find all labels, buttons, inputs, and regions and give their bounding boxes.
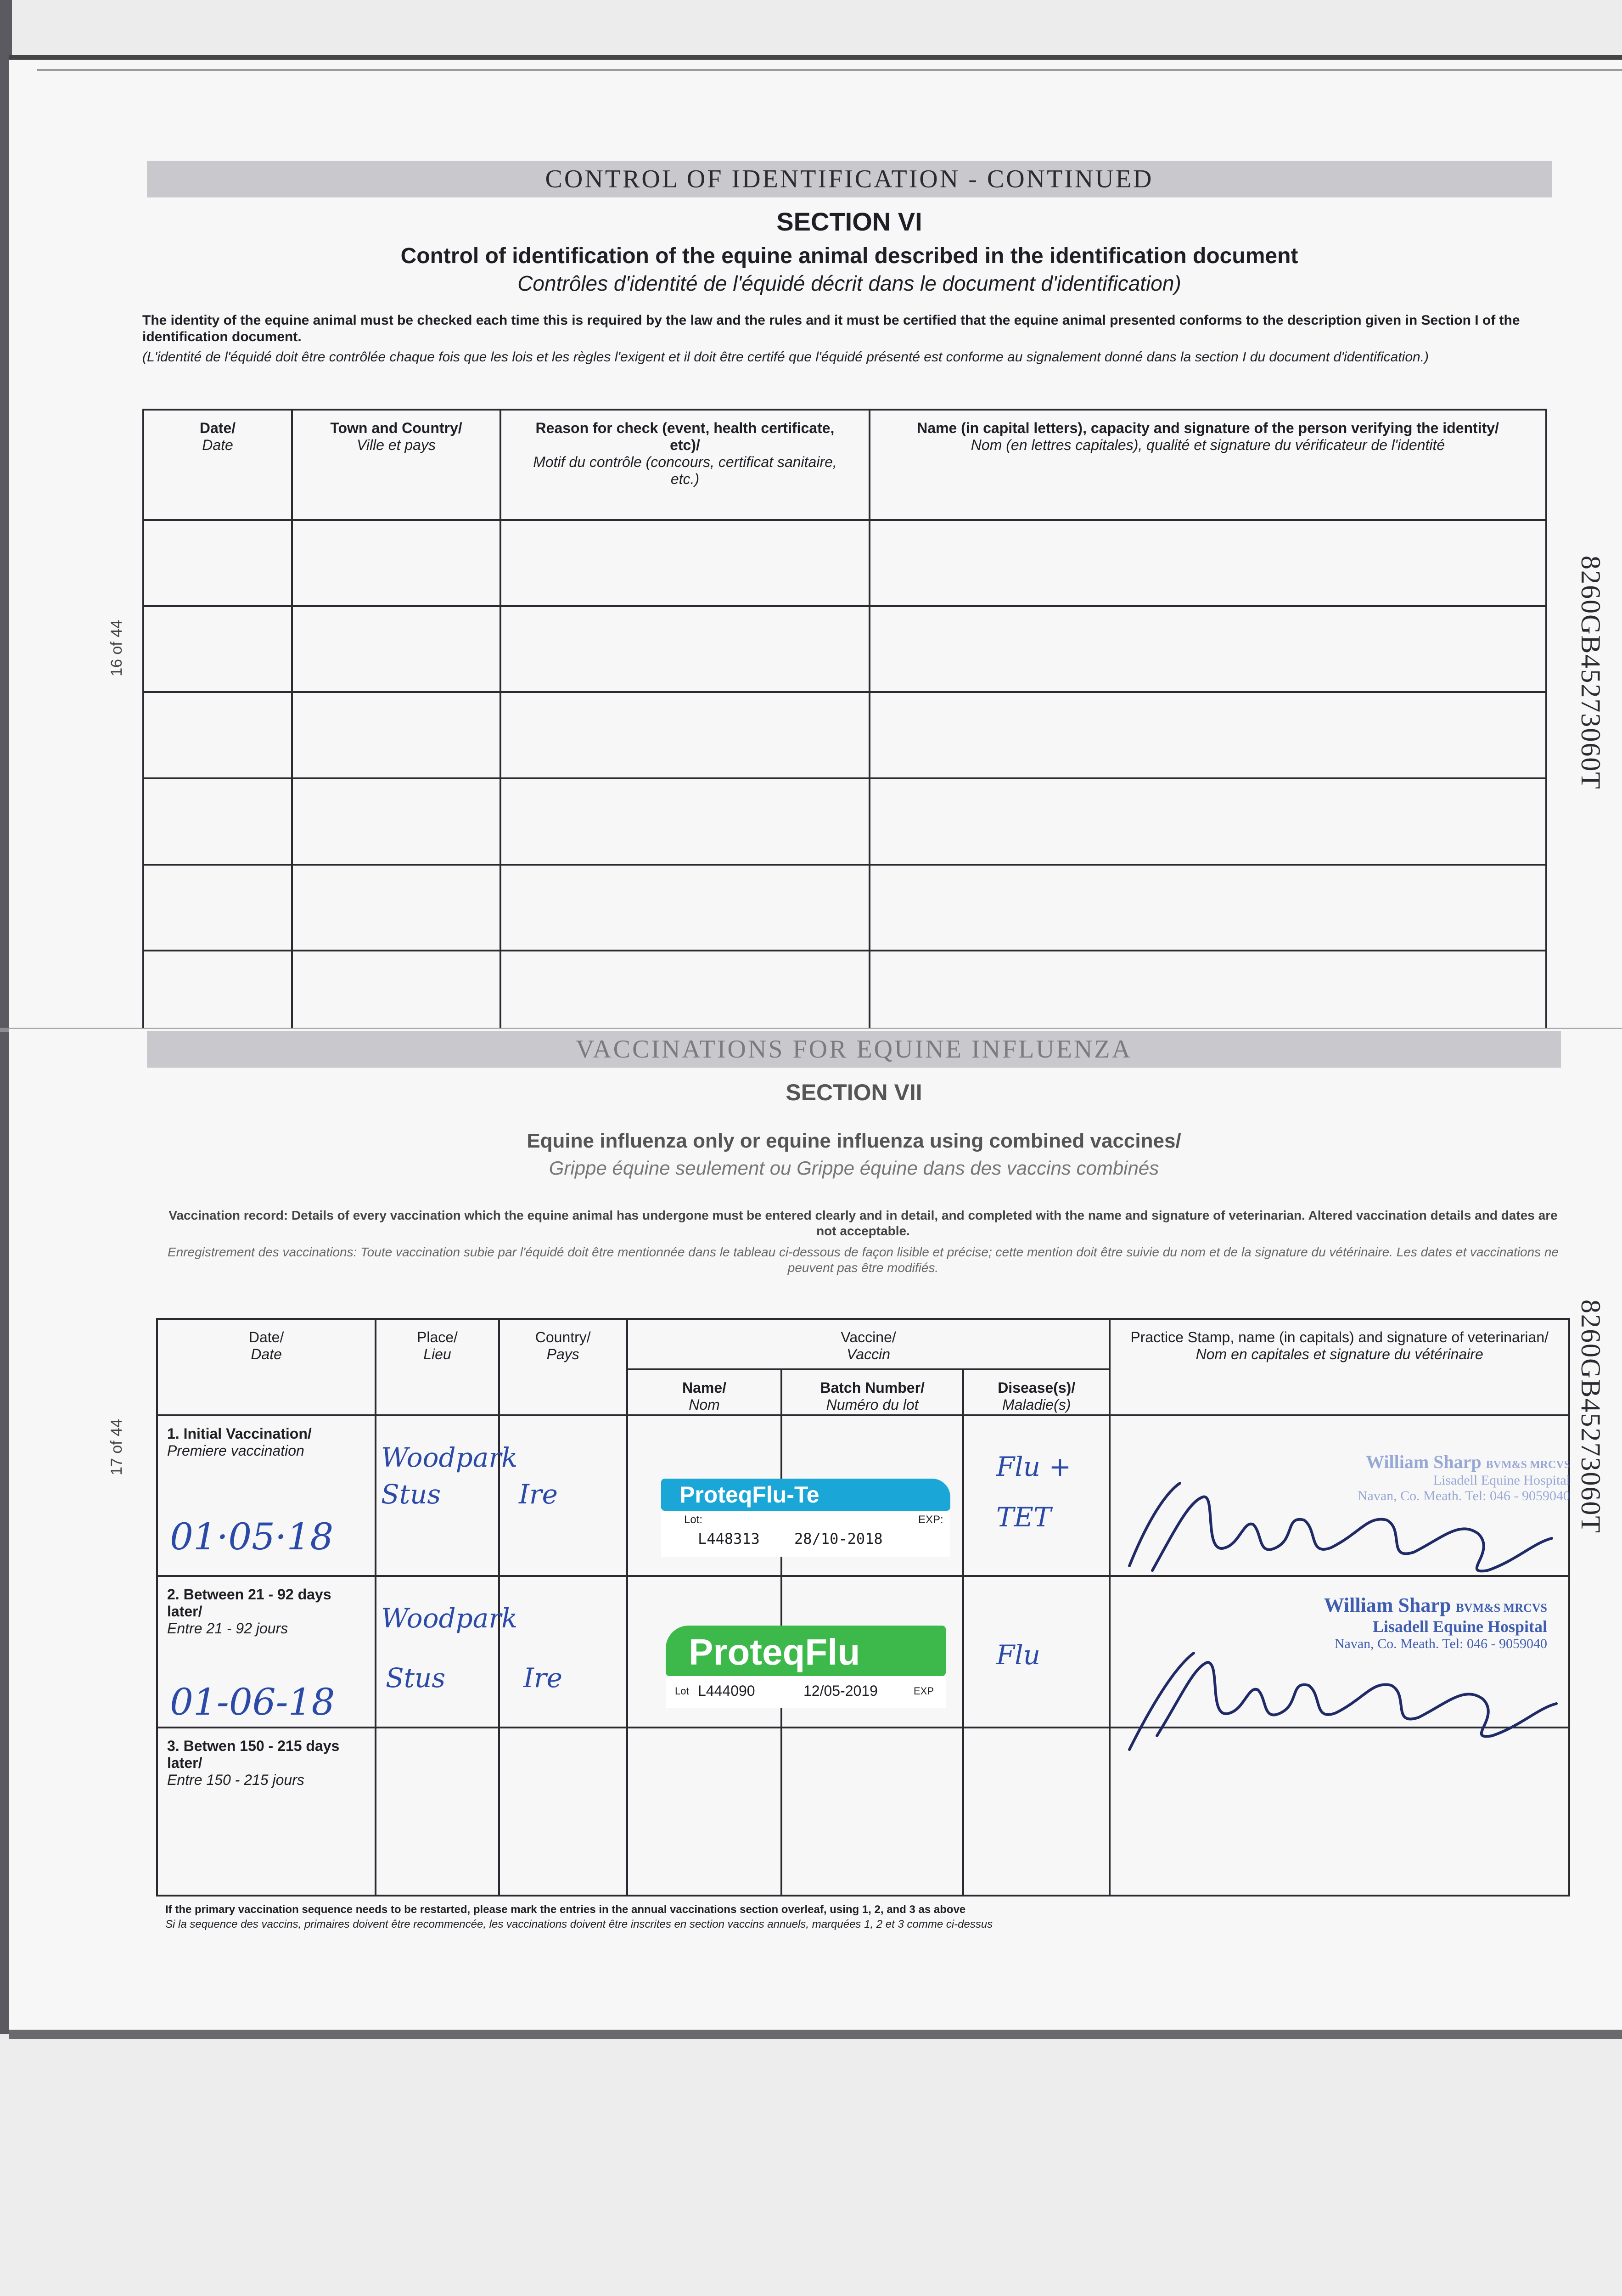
stamp-address: Navan, Co. Meath. Tel: 046 - 9059040	[1357, 1488, 1570, 1503]
page-number-16: 16 of 44	[108, 620, 125, 676]
section-vii-heading-fr: Grippe équine seulement ou Grippe équine dans des vaccins combinés	[549, 1157, 1159, 1179]
row-1-date: 01·05·18	[170, 1515, 334, 1558]
stamp-practice: Lisadell Equine Hospital	[1433, 1473, 1570, 1488]
row-2-label: 2. Between 21 - 92 days later/	[167, 1586, 331, 1620]
section-vii-heading-en: Equine influenza only or equine influenza using combined vaccines/	[527, 1130, 1181, 1152]
proteqflu-sticker	[666, 1626, 946, 1708]
stamp-address: Navan, Co. Meath. Tel: 046 - 9059040	[1334, 1636, 1547, 1651]
vaccination-banner	[147, 1031, 1561, 1068]
scan-background	[0, 2039, 1622, 2296]
row-2-place-2: Stus	[386, 1662, 446, 1694]
row-1-signature	[1111, 1465, 1561, 1584]
table-row	[143, 606, 1546, 692]
header-vaccine: Vaccine/ Vaccin	[627, 1319, 1110, 1369]
row-1-disease-2: TET	[996, 1502, 1051, 1533]
section-vi-intro-fr: (L'identité de l'équidé doit être contrôlée chaque fois que les lois et les règles l'exigent et il doit être certifé que l'équidé présenté est conforme au signalement donné dans la section I du document d'identification.)	[142, 349, 1429, 365]
sticker-exp: 12/05-2019	[803, 1683, 878, 1699]
page-number-17: 17 of 44	[108, 1419, 125, 1475]
stamp-name: William Sharp	[1366, 1452, 1482, 1472]
row-3-label: 3. Betwen 150 - 215 days later/	[167, 1738, 340, 1771]
identity-check-table	[142, 409, 1547, 1038]
row-2-signature	[1111, 1635, 1561, 1754]
vaccination-record-fr: Enregistrement des vaccinations: Toute vaccination subie par l'équidé doit être mentionnée dans le tableau ci-dessous de façon lisible et précise; cette mention doit être suivie du nom et de la signature du vétérinaire. Les dates et vaccinations ne peuvent pas être modifiés.	[167, 1245, 1559, 1275]
table-row	[143, 520, 1546, 606]
header-place: Place/ Lieu	[376, 1319, 499, 1415]
section-vi-heading-en: Control of identification of the equine animal described in the identification document	[400, 244, 1298, 268]
row-1-place: Woodpark	[381, 1442, 518, 1473]
section-vi-title: SECTION VI	[776, 207, 922, 236]
row-2-place: Woodpark	[381, 1603, 518, 1634]
sticker-exp-label: EXP	[914, 1685, 934, 1697]
row-1-label: 1. Initial Vaccination/	[167, 1425, 312, 1442]
section-vii-title: SECTION VII	[786, 1080, 922, 1105]
footnote-en: If the primary vaccination sequence needs to be restarted, please mark the entries in the annual vaccinations section overleaf, using 1, 2, and 3 as above	[165, 1903, 966, 1916]
stamp-quals: BVM&S MRCVS	[1456, 1601, 1547, 1615]
sticker-brand: ProteqFlu-Te	[679, 1482, 819, 1508]
header-reason: Reason for check (event, health certificate, etc)/ Motif du contrôle (concours, certificat sanitaire, etc.)	[500, 410, 870, 520]
row-2-disease: Flu	[996, 1639, 1041, 1671]
header-verifier: Name (in capital letters), capacity and signature of the person verifying the identity/ Nom (en lettres capitales), qualité et signature du vérificateur de l'identité	[870, 410, 1546, 520]
row-1-label-fr: Premiere vaccination	[167, 1442, 304, 1459]
control-banner-text: CONTROL OF IDENTIFICATION - CONTINUED	[545, 165, 1154, 193]
section-vi-heading-fr: Contrôles d'identité de l'équidé décrit dans le document d'identification)	[517, 271, 1181, 295]
row-3-label-fr: Entre 150 - 215 jours	[167, 1772, 304, 1788]
row-1-country: Ire	[519, 1479, 558, 1510]
stamp-practice: Lisadell Equine Hospital	[1372, 1617, 1547, 1636]
side-code-bottom: 8260GB45273060T	[1576, 1300, 1606, 1534]
header-disease: Disease(s)/ Maladie(s)	[963, 1369, 1110, 1415]
vaccination-banner-text: VACCINATIONS FOR EQUINE INFLUENZA	[575, 1035, 1133, 1064]
sticker-exp-label: EXP:	[918, 1514, 943, 1526]
stamp-name: William Sharp	[1324, 1594, 1451, 1616]
page-16	[9, 55, 1622, 1033]
sticker-lot: L444090	[698, 1683, 755, 1699]
row-2-date: 01-06-18	[170, 1681, 335, 1723]
sticker-lot-label: Lot	[675, 1685, 689, 1697]
header-town-country: Town and Country/ Ville et pays	[292, 410, 500, 520]
sticker-brand: ProteqFlu	[689, 1632, 860, 1672]
sticker-lot: L448313	[698, 1530, 760, 1548]
header-batch-number: Batch Number/ Numéro du lot	[781, 1369, 963, 1415]
header-country: Country/ Pays	[499, 1319, 627, 1415]
footnote-fr: Si la sequence des vaccins, primaires doivent être recommencée, les vaccinations doivent être inscrites en section vaccins annuels, marquées 1, 2 et 3 comme ci-dessus	[165, 1918, 993, 1930]
section-vi-intro-en: The identity of the equine animal must be checked each time this is required by the law and the rules and it must be certified that the equine animal presented conforms to the description given in Section I of the identification document.	[142, 313, 1520, 344]
header-vaccine-name: Name/ Nom	[627, 1369, 782, 1415]
proteqflu-te-sticker	[661, 1479, 950, 1557]
row-2-label-fr: Entre 21 - 92 jours	[167, 1620, 288, 1637]
header-date: Date/ Date	[157, 1319, 376, 1415]
sticker-lot-label: Lot:	[684, 1514, 703, 1526]
row-1-disease: Flu +	[996, 1451, 1072, 1482]
row-1-place-2: Stus	[381, 1479, 441, 1510]
top-rule	[37, 69, 1622, 71]
page-17	[9, 1029, 1622, 2040]
table-row	[143, 951, 1546, 1037]
header-practice-stamp: Practice Stamp, name (in capitals) and signature of veterinarian/ Nom en capitales et signature du vétérinaire	[1110, 1319, 1569, 1415]
stamp-quals: BVM&S MRCVS	[1486, 1459, 1570, 1471]
table-row	[143, 692, 1546, 778]
vaccination-record-en: Vaccination record: Details of every vaccination which the equine animal has undergone must be entered clearly and in detail, and completed with the name and signature of veterinarian. Altered vaccination details and dates are not acceptable.	[168, 1208, 1558, 1238]
header-date: Date/ Date	[143, 410, 292, 520]
table-row	[143, 865, 1546, 951]
side-code-top: 8260GB45273060T	[1576, 556, 1606, 790]
row-2-country: Ire	[523, 1662, 562, 1694]
control-banner	[147, 161, 1552, 197]
sticker-exp: 28/10-2018	[794, 1530, 883, 1548]
table-row	[143, 778, 1546, 865]
